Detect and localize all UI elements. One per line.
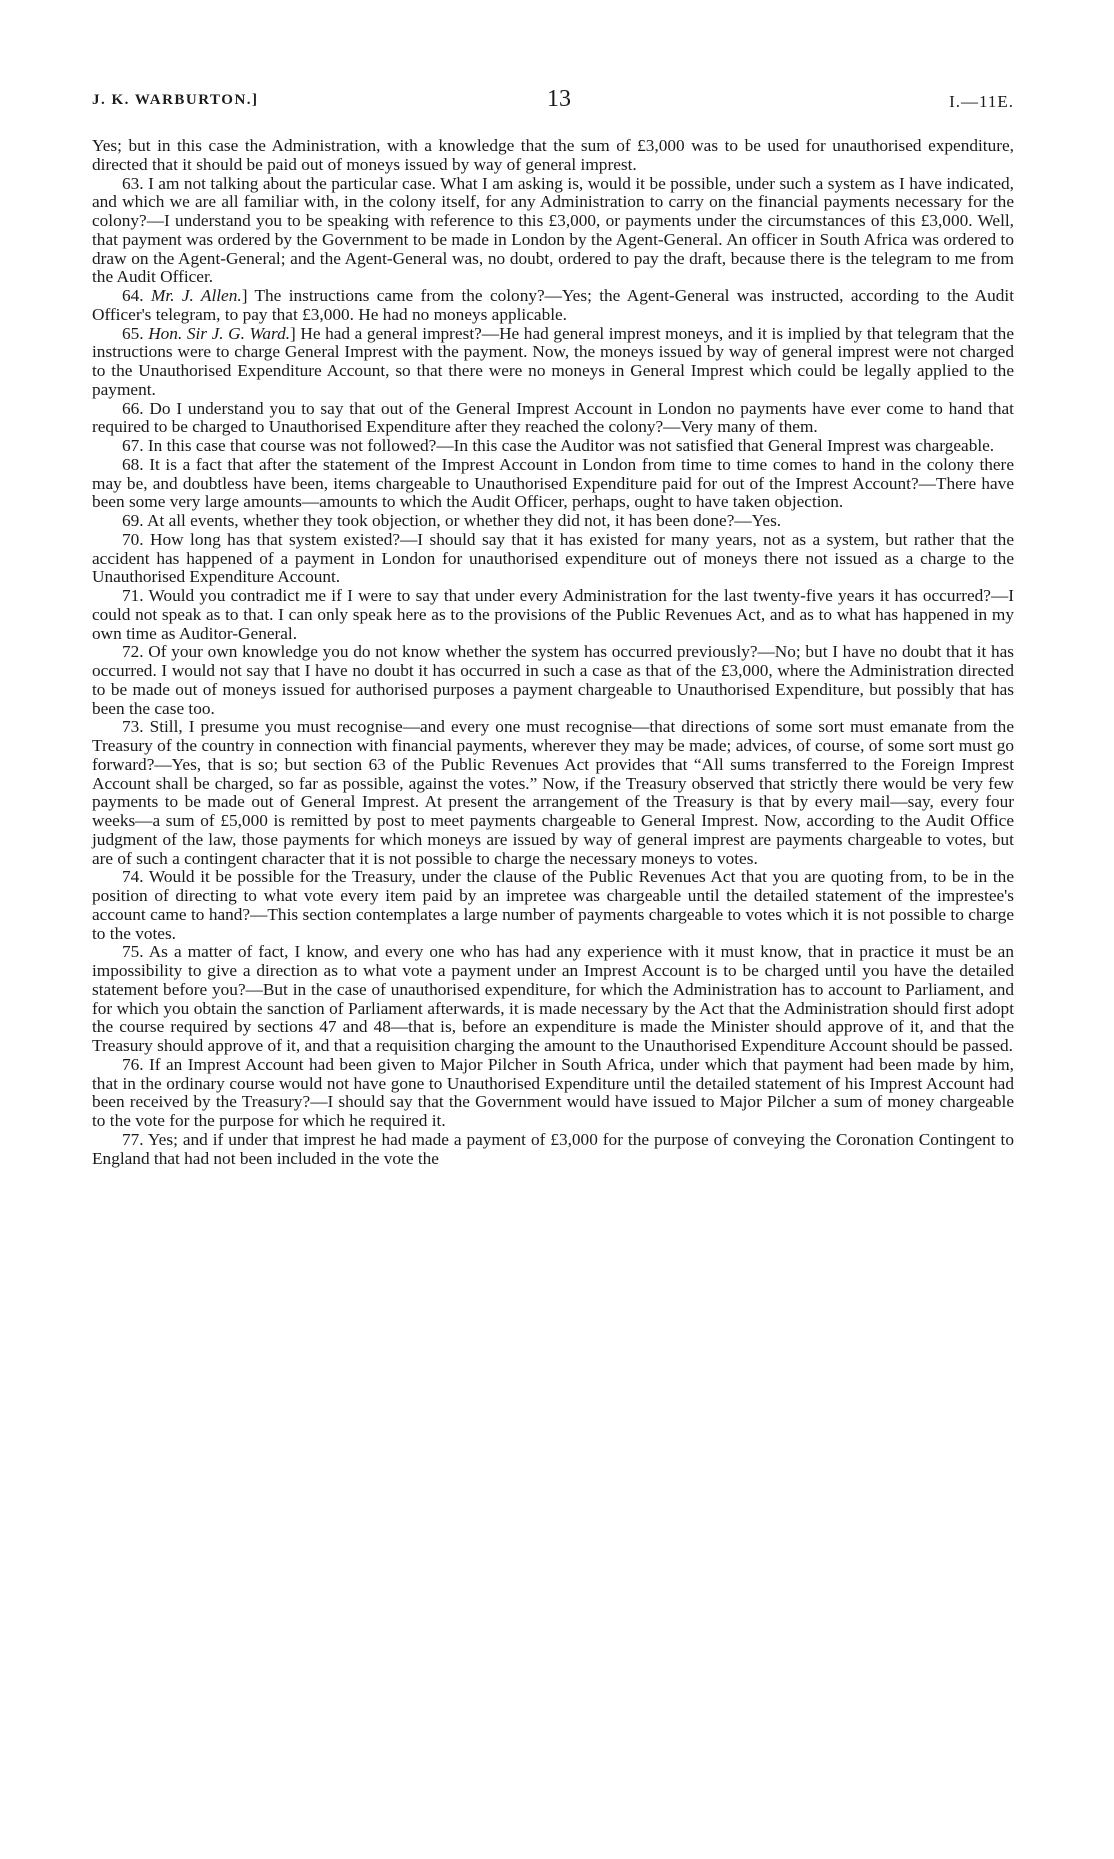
paragraph-q77: 77. Yes; and if under that imprest he had made a payment of £3,000 for the purpose of conveying the Coronation Contingent to England that had not been included in the vote the: [92, 1129, 1014, 1168]
paragraph-q68: 68. It is a fact that after the statement of the Imprest Account in London from time to time comes to hand in the colony there may be, and doubtless have been, items chargeable to Unauthorised Expenditure paid for out of the Imprest Account?—There have been some very large amounts—amounts to which the Audit Officer, perhaps, ought to have taken objection.: [92, 454, 1014, 512]
paragraph-q72: 72. Of your own knowledge you do not know whether the system has occurred previously?—No; but I have no doubt that it has occurred. I would not say that I have no doubt it has occurred in such a case as that of the £3,000, where the Administration directed to be made out of moneys issued for authorised purposes a payment chargeable to Unauthorised Expenditure, but possibly that has been the case too.: [92, 642, 1014, 718]
paragraph-q65: 65. Hon. Sir J. G. Ward.] He had a general imprest?—He had general imprest moneys, and it is implied by that telegram that the instructions were to charge General Imprest with the payment. Now, the moneys issued by way of general imprest were not charged to the Unauthorised Expenditure Account, so that there were no moneys in General Imprest which could be legally applied to the payment.: [92, 323, 1014, 399]
paragraph-q73: 73. Still, I presume you must recognise—and every one must recognise—that directions of some sort must emanate from the Treasury of the country in connection with financial payments, wherever they may be made; advices, of course, of some sort must go forward?—Yes, that is so; but section 63 of the Public Revenues Act provides that “All sums transferred to the Foreign Imprest Account shall be charged, so far as possible, against the votes.” Now, if the Treasury observed that strictly there would be very few payments to be made out of General Imprest. At present the arrangement of the Treasury is that by every mail—say, every four weeks—a sum of £5,000 is remitted by post to meet payments chargeable to General Imprest. Now, according to the Audit Office judgment of the law, those payments for which moneys are issued by way of general imprest are payments chargeable to votes, but are of such a contingent character that it is not possible to charge the necessary moneys to votes.: [92, 717, 1014, 868]
paragraph-continuation: Yes; but in this case the Administration, with a knowledge that the sum of £3,000 was to be used for unauthorised expenditure, directed that it should be paid out of moneys issued by way of general imprest.: [92, 136, 1014, 174]
page-body: [92, 137, 1014, 1168]
paragraph-q76: 76. If an Imprest Account had been given to Major Pilcher in South Africa, under which that payment had been made by him, that in the ordinary course would not have gone to Unauthorised Expenditure until the detailed statement of his Imprest Account had been received by the Treasury?—I should say that the Government would have issued to Major Pilcher a sum of money chargeable to the vote for the purpose for which he required it.: [92, 1054, 1014, 1130]
page-number: 13: [547, 86, 571, 112]
speaker-name: Hon. Sir J. G. Ward.: [148, 323, 291, 343]
page-header: [92, 86, 1014, 116]
paragraph-q70: 70. How long has that system existed?—I should say that it has existed for many years, not as a system, but rather that the accident has happened of a payment in London for unauthorised expenditure out of moneys there not issued as a charge to the Unauthorised Expenditure Account.: [92, 529, 1014, 587]
paragraph-q63: 63. I am not talking about the particular case. What I am asking is, would it be possible, under such a system as I have indicated, and which we are all familiar with, in the colony itself, for any Administration to carry on the financial payments necessary for the colony?—I understand you to be speaking with reference to this £3,000, or payments under the circumstances of this £3,000. Well, that payment was ordered by the Government to be made in London by the Agent-General. An officer in South Africa was ordered to draw on the Agent-General; and the Agent-General was, no doubt, ordered to pay the draft, because there is the telegram to me from the Audit Officer.: [92, 173, 1014, 287]
document-reference: I.—11E.: [949, 92, 1014, 111]
paragraph-q71: 71. Would you contradict me if I were to say that under every Administration for the last twenty-five years it has occurred?—I could not speak as to that. I can only speak here as to the provisions of the Public Revenues Act, and as to what has happened in my own time as Auditor-General.: [92, 586, 1014, 643]
paragraph-q64: 64. Mr. J. Allen.] The instructions came from the colony?—Yes; the Agent-General was instructed, according to the Audit Officer's telegram, to pay that £3,000. He had no moneys applicable.: [92, 286, 1015, 324]
paragraph-q74: 74. Would it be possible for the Treasury, under the clause of the Public Revenues Act that you are quoting from, to be in the position of directing to what vote every item paid by an impretee was chargeable until the detailed statement of the imprestee's account came to hand?—This section contemplates a large number of payments chargeable to votes which it is not possible to charge to the votes.: [92, 867, 1014, 943]
header-witness-name: J. K. WARBURTON.]: [92, 92, 259, 108]
paragraph-q66: 66. Do I understand you to say that out of the General Imprest Account in London no payments have ever come to hand that required to be charged to Unauthorised Expenditure after they reached the colony?—Very many of them.: [92, 398, 1014, 437]
paragraph-q75: 75. As a matter of fact, I know, and every one who has had any experience with it must know, that in practice it must be an impossibility to give a direction as to what vote a payment under an Imprest Account is to be charged until you have the detailed statement before you?—But in the case of unauthorised expenditure, for which the Administration has to account to Parliament, and for which you obtain the sanction of Parliament afterwards, it is made necessary by the Act that the Administration should first adopt the course required by sections 47 and 48—that is, before an expenditure is made the Minister should approve of it, and that the Treasury should approve of it, and that a requisition charging the amount to the Unauthorised Expenditure Account should be passed.: [92, 942, 1014, 1055]
paragraph-q69: 69. At all events, whether they took objection, or whether they did not, it has been done?—Yes.: [122, 511, 782, 530]
paragraph-q67: 67. In this case that course was not followed?—In this case the Auditor was not satisfied that General Imprest was chargeable.: [122, 436, 995, 455]
speaker-name: Mr. J. Allen.: [150, 286, 242, 305]
